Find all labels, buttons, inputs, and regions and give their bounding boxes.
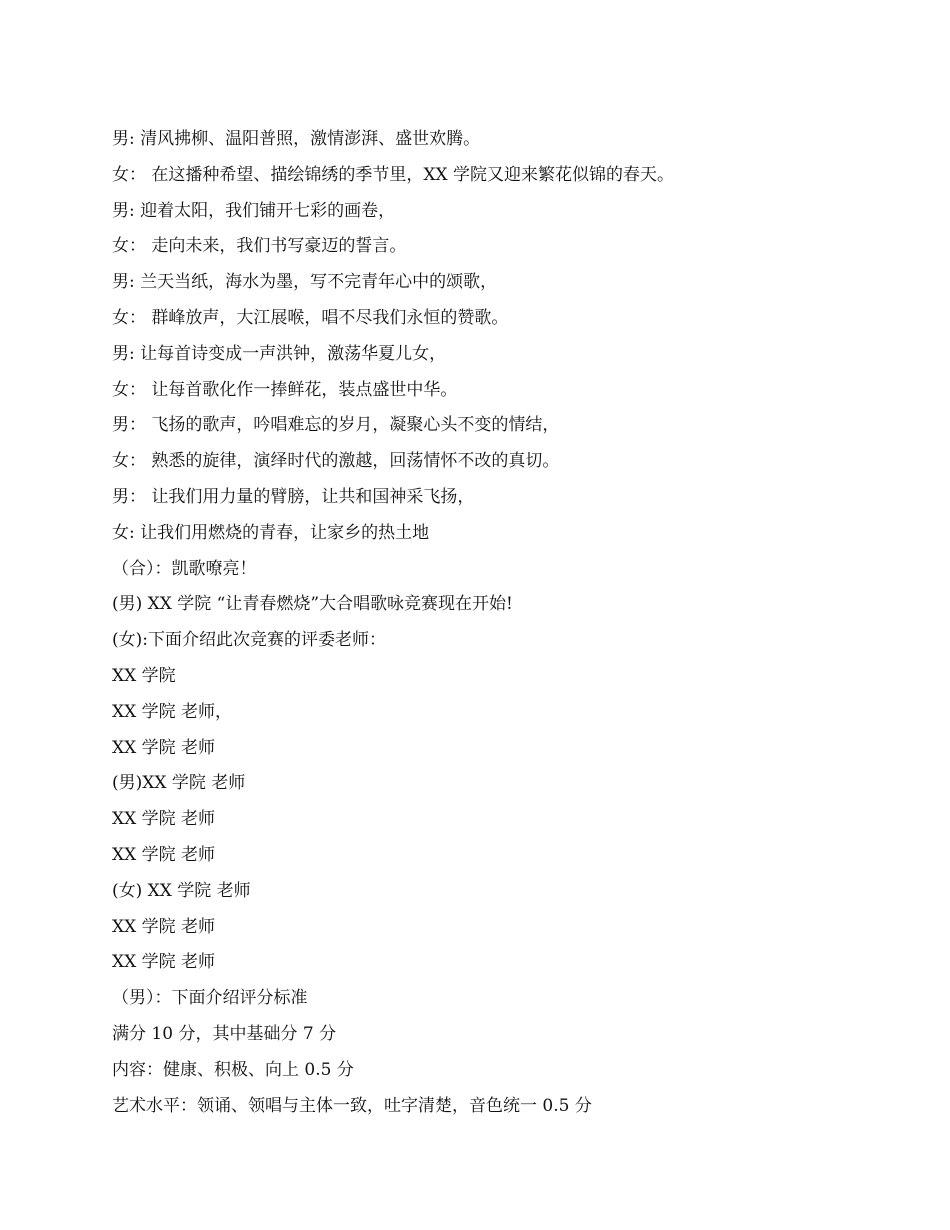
text-line: XX 学院 老师， [112,701,233,722]
text-line: 男: 清风拂柳、温阳普照，激情澎湃、盛世欢腾。 [112,129,481,149]
text-line: (男)XX 学院 老师 [112,773,246,794]
text-line: XX 学院 老师 [112,916,216,937]
text-line: 男： 让我们用力量的臂膀，让共和国神采飞扬， [112,486,475,507]
text-line: 女： 让每首歌化作一捧鲜花，装点盛世中华。 [112,379,458,400]
text-line: 女： 群峰放声，大江展喉，唱不尽我们永恒的赞歌。 [112,307,509,328]
text-line: (男) XX 学院 “让青春燃烧”大合唱歌咏竞赛现在开始! [112,594,513,615]
text-line: （合）：凯歌嘹亮！ [112,558,257,579]
text-line: 男: 迎着太阳，我们铺开七彩的画卷， [112,200,396,221]
text-line: XX 学院 [112,665,176,686]
text-line: 满分 10 分，其中基础分 7 分 [112,1023,337,1044]
text-line: XX 学院 老师 [112,809,216,830]
text-line: 女： 熟悉的旋律，演绎时代的激越，回荡情怀不改的真切。 [112,451,560,472]
text-line: （男）：下面介绍评分标准 [112,988,308,1009]
document-body [112,122,852,1124]
text-line: 女: 让我们用燃烧的青春，让家乡的热土地 [112,522,430,543]
text-line: 男: 让每首诗变成一声洪钟，激荡华夏儿女， [112,343,447,364]
text-line: XX 学院 老师 [112,952,216,973]
text-line: 内容：健康、积极、向上 0.5 分 [112,1059,354,1080]
text-line: XX 学院 老师 [112,737,216,758]
text-line: 男： 飞扬的歌声，吟唱难忘的岁月，凝聚心头不变的情结， [112,415,560,436]
text-line: XX 学院 老师 [112,844,216,865]
text-line: 男: 兰天当纸，海水为墨，写不完青年心中的颂歌， [112,272,498,293]
text-line: (女):下面介绍此次竞赛的评委老师： [112,630,386,651]
text-line: (女) XX 学院 老师 [112,880,251,901]
text-line: 女： 在这播种希望、描绘锦绣的季节里，XX 学院又迎来繁花似锦的春天。 [112,164,675,185]
text-line: 女： 走向未来，我们书写豪迈的誓言。 [112,236,407,257]
text-line: 艺术水平：领诵、领唱与主体一致，吐字清楚，音色统一 0.5 分 [112,1095,592,1116]
